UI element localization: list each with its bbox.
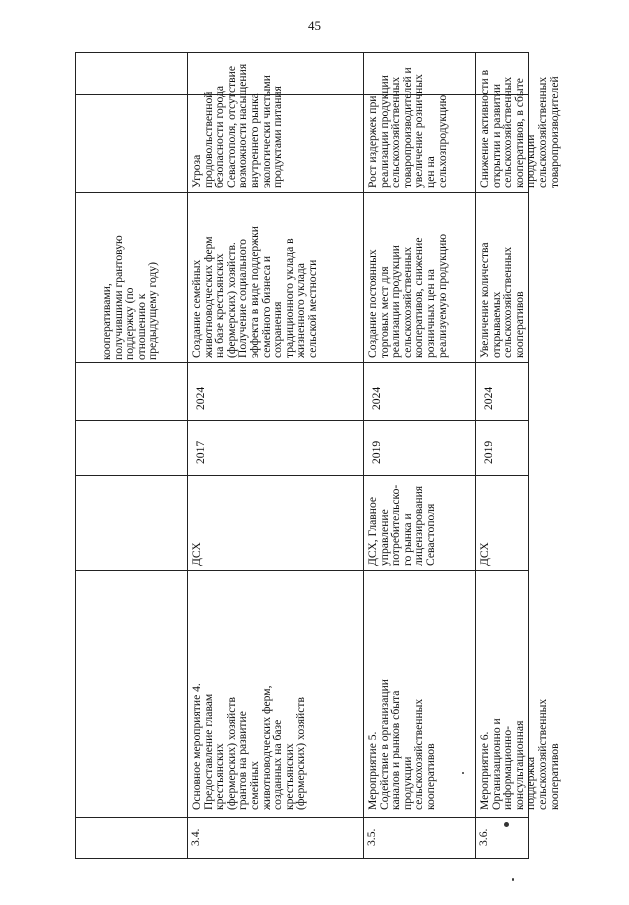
executor-cell: ДСХ	[478, 542, 491, 566]
executor-cell: ДСХ	[190, 542, 203, 566]
event-cell: Мероприятие 5. Содействие в организации каналов и рынков сбыта продукции сельскохозяйственных кооперативов	[366, 679, 437, 810]
results-cell: кооперативами, получившими грантовую поддержку (по отношению к предыдущему году)	[100, 235, 160, 360]
results-cell: Создание постоянных торговых мест для реализации продукции сельскохозяйственных кооперативов, снижение розничных цен на реализуемую продукцию	[366, 233, 449, 358]
table-rule	[75, 475, 529, 476]
risks-cell: Снижение активности в открытии и развитии сельскохозяйственных кооперативов, в сбыте продукции сельскохозяйственных товаропроизводителей	[478, 69, 561, 188]
table-border-left	[75, 52, 76, 858]
end-year-cell: 2024	[370, 386, 383, 410]
table-rule	[75, 192, 529, 193]
end-year-cell: 2024	[482, 386, 495, 410]
event-cell: Основное мероприятие 4. Предоставление главам крестьянских (фермерских) хозяйств грантов на развитие семейных животноводческих ферм, созданных на базе крестьянских (фермерских) хозяйств	[190, 683, 308, 810]
table-rule	[75, 570, 529, 571]
scan-speck	[462, 772, 464, 774]
scan-speck	[504, 822, 509, 827]
start-year-cell: 2019	[482, 440, 495, 464]
page-number: 45	[308, 18, 321, 33]
table-rule	[363, 52, 364, 858]
results-cell: Создание семейных животноводческих ферм на базе крестьянских (фермерских) хозяйств. Получение социального эффекта в виде поддержки семейного бизнеса и сохранения традиционного уклада в жизненного уклада сельской местности	[190, 226, 319, 358]
end-year-cell: 2024	[194, 386, 207, 410]
row-number: 3.5.	[365, 828, 378, 846]
results-cell: Увеличение количества открываемых сельскохозяйственных кооперативов	[478, 242, 526, 358]
table-rule	[75, 362, 529, 363]
table-border-top	[75, 52, 529, 53]
start-year-cell: 2019	[370, 440, 383, 464]
executor-cell: ДСХ, Главное управление потребительско- го рынка и лицензирования Севастополя	[366, 484, 437, 566]
row-number: 3.6.	[477, 828, 490, 846]
table-border-bottom	[75, 858, 529, 859]
table-rule	[75, 420, 529, 421]
risks-cell: Рост издержек при реализации продукции сельскохозяйственных товаропроизводителей и увеличение розничных цен на сельхозпродукцию	[366, 67, 449, 188]
risks-cell: Угроза продовольственной безопасности города Севастополя, отсутствие возможности насыщения внутреннего рынка экологически чистыми продуктами питания	[190, 63, 285, 188]
table-rule	[75, 817, 529, 818]
row-number: 3.4.	[189, 828, 202, 846]
table-rule	[187, 52, 188, 858]
scan-speck	[512, 878, 514, 881]
event-cell: Мероприятие 6. Организационно и информационно- консультационная поддержка сельскохозяйственных кооперативов	[478, 698, 561, 810]
start-year-cell: 2017	[194, 440, 207, 464]
table-rule	[75, 94, 529, 95]
table-rule	[475, 52, 476, 858]
